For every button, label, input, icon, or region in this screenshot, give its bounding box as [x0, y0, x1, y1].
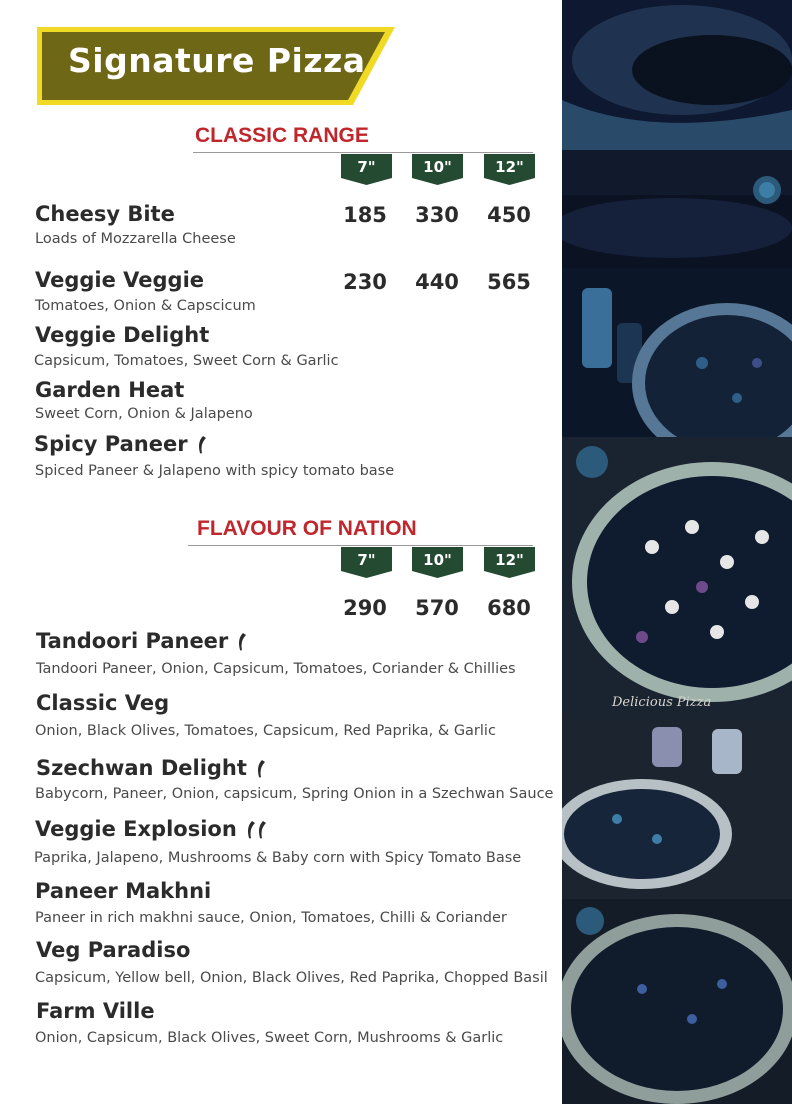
item-desc: Capsicum, Yellow bell, Onion, Black Olives, Red Paprika, Chopped Basil [35, 970, 548, 986]
price-10: 440 [415, 270, 459, 294]
price-7: 185 [343, 203, 387, 227]
item-name-garden-heat: Garden Heat [35, 378, 185, 402]
section-divider [188, 545, 533, 546]
price-10: 570 [415, 596, 459, 620]
item-name-veggie-veggie: Veggie Veggie [35, 268, 205, 292]
chili-icon [243, 820, 269, 840]
item-desc: Loads of Mozzarella Cheese [35, 231, 236, 247]
pizza-photo-2 [562, 268, 792, 437]
item-desc: Paneer in rich makhni sauce, Onion, Tomatoes, Chilli & Coriander [35, 910, 507, 926]
photo-caption: Delicious Pizza [612, 695, 712, 710]
item-desc: Spiced Paneer & Jalapeno with spicy tomato base [35, 463, 395, 479]
pizza-photo-3 [562, 437, 792, 719]
item-desc: Onion, Capsicum, Black Olives, Sweet Corn, Mushrooms & Garlic [35, 1030, 504, 1046]
item-desc: Paprika, Jalapeno, Mushrooms & Baby corn with Spicy Tomato Base [34, 850, 522, 866]
pizza-photo-5 [562, 899, 792, 1104]
price-7: 290 [343, 596, 387, 620]
price-12: 680 [487, 596, 531, 620]
pizza-photo-4 [562, 719, 792, 899]
chili-icon [194, 435, 208, 455]
section-divider [193, 152, 533, 153]
price-7: 230 [343, 270, 387, 294]
size-tag-7: 7" [341, 547, 392, 579]
chili-icon [234, 632, 248, 652]
item-name-cheesy-bite: Cheesy Bite [35, 202, 175, 226]
price-10: 330 [415, 203, 459, 227]
price-12: 565 [487, 270, 531, 294]
size-tag-12: 12" [484, 154, 535, 186]
chili-icon [253, 759, 267, 779]
size-tag-12: 12" [484, 547, 535, 579]
pizza-photo-1 [562, 0, 792, 268]
item-name-veggie-explosion: Veggie Explosion [35, 817, 269, 841]
size-tag-10: 10" [412, 154, 463, 186]
photo-column [562, 0, 792, 1104]
item-desc: Capsicum, Tomatoes, Sweet Corn & Garlic [34, 353, 339, 369]
item-name-classic-veg: Classic Veg [36, 691, 170, 715]
section-title-classic: CLASSIC RANGE [195, 124, 369, 147]
price-12: 450 [487, 203, 531, 227]
item-name-farm-ville: Farm Ville [36, 999, 155, 1023]
item-desc: Tomatoes, Onion & Capscicum [35, 298, 256, 314]
item-name-spicy-paneer: Spicy Paneer [34, 432, 208, 456]
item-desc: Sweet Corn, Onion & Jalapeno [35, 406, 253, 422]
item-name-veg-paradiso: Veg Paradiso [36, 938, 191, 962]
size-tag-10: 10" [412, 547, 463, 579]
page-title: Signature Pizza [68, 41, 366, 80]
section-title-nation: FLAVOUR OF NATION [197, 517, 417, 540]
size-tag-7: 7" [341, 154, 392, 186]
item-name-tandoori-paneer: Tandoori Paneer [36, 629, 248, 653]
item-name-szechwan-delight: Szechwan Delight [36, 756, 267, 780]
item-desc: Onion, Black Olives, Tomatoes, Capsicum, Red Paprika, & Garlic [35, 723, 496, 739]
item-name-paneer-makhni: Paneer Makhni [35, 879, 212, 903]
item-desc: Tandoori Paneer, Onion, Capsicum, Tomatoes, Coriander & Chillies [36, 661, 516, 677]
item-desc: Babycorn, Paneer, Onion, capsicum, Spring Onion in a Szechwan Sauce [35, 786, 554, 802]
item-name-veggie-delight: Veggie Delight [35, 323, 210, 347]
